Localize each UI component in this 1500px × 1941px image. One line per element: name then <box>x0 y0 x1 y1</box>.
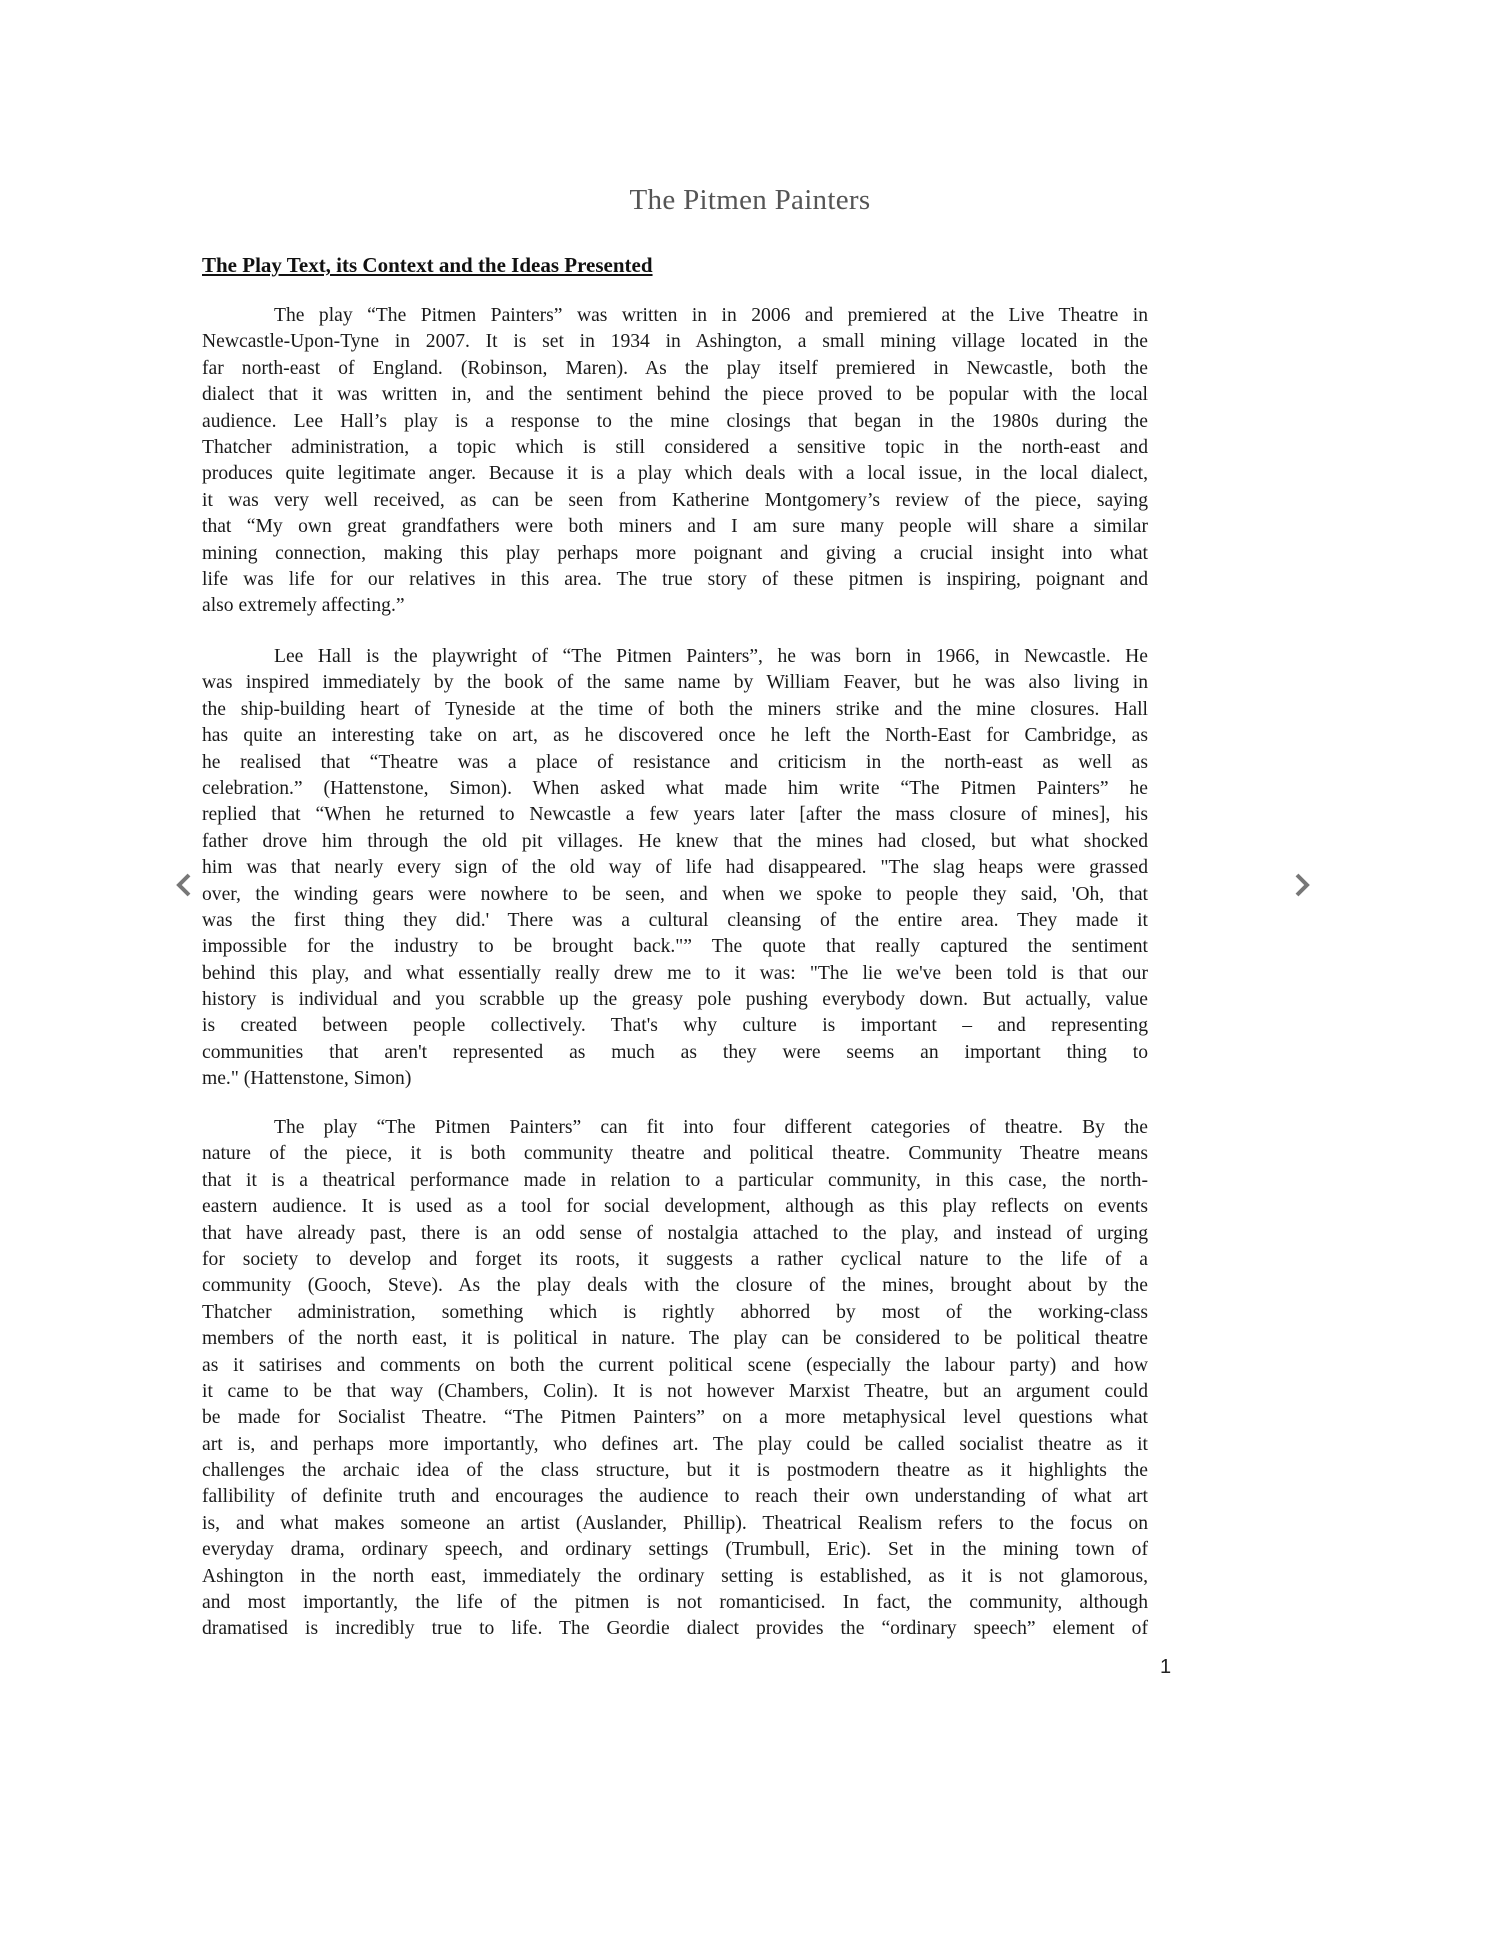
text-line: Thatcher administration, something which is rightly abhorred by most of the working-class <box>202 1301 1148 1323</box>
paragraph-3 <box>202 1115 1148 1643</box>
text-line: behind this play, and what essentially really drew me to it was: "The lie we've been told is that our <box>202 962 1148 984</box>
page-number: 1 <box>1160 1656 1172 1678</box>
text-line: everyday drama, ordinary speech, and ordinary settings (Trumbull, Eric). Set in the mining town of <box>202 1539 1148 1561</box>
text-line: me." (Hattenstone, Simon) <box>202 1068 412 1090</box>
text-line: that “My own great grandfathers were both miners and I am sure many people will share a similar <box>202 516 1148 538</box>
text-line: over, the winding gears were nowhere to be seen, and when we spoke to people they said, 'Oh, that <box>202 883 1148 905</box>
paragraph-1 <box>202 303 1148 620</box>
text-line: dramatised is incredibly true to life. The Geordie dialect provides the “ordinary speech” element of <box>202 1618 1148 1640</box>
text-line: Ashington in the north east, immediately the ordinary setting is established, as it is not glamorous, <box>202 1565 1148 1587</box>
text-line: mining connection, making this play perhaps more poignant and giving a crucial insight into what <box>202 542 1148 564</box>
text-line: dialect that it was written in, and the sentiment behind the piece proved to be popular with the local <box>202 384 1148 406</box>
text-line: replied that “When he returned to Newcastle a few years later [after the mass closure of mines], his <box>202 804 1148 826</box>
text-line: it came to be that way (Chambers, Colin). It is not however Marxist Theatre, but an argument could <box>202 1380 1148 1402</box>
text-line: has quite an interesting take on art, as he discovered once he left the North-East for Cambridge, as <box>202 725 1148 747</box>
previous-page-button[interactable] <box>172 870 196 900</box>
text-line: celebration.” (Hattenstone, Simon). When asked what made him write “The Pitmen Painters” he <box>202 777 1148 799</box>
text-line: members of the north east, it is political in nature. The play can be considered to be political theatre <box>202 1328 1148 1350</box>
text-line: he realised that “Theatre was a place of resistance and criticism in the north-east as well as <box>202 751 1148 773</box>
text-line: impossible for the industry to be brought back."” The quote that really captured the sentiment <box>202 936 1148 958</box>
text-line: The play “The Pitmen Painters” was written in in 2006 and premiered at the Live Theatre in <box>274 305 1148 326</box>
text-line: art is, and perhaps more importantly, who defines art. The play could be called socialist theatre as it <box>202 1433 1148 1455</box>
text-line: history is individual and you scrabble up the greasy pole pushing everybody down. But actually, value <box>202 989 1148 1011</box>
text-line: that it is a theatrical performance made in relation to a particular community, in this case, the north- <box>202 1169 1148 1191</box>
text-line: that have already past, there is an odd sense of nostalgia attached to the play, and instead of urging <box>202 1222 1148 1244</box>
text-line: and most importantly, the life of the pitmen is not romanticised. In fact, the community, although <box>202 1592 1148 1614</box>
section-heading: The Play Text, its Context and the Ideas Presented <box>202 253 653 277</box>
text-line: community (Gooch, Steve). As the play deals with the closure of the mines, brought about by the <box>202 1275 1148 1297</box>
text-line: life was life for our relatives in this area. The true story of these pitmen is inspiring, poignant and <box>202 568 1148 590</box>
text-line: Thatcher administration, a topic which is still considered a sensitive topic in the north-east and <box>202 436 1148 458</box>
text-line: was the first thing they did.' There was a cultural cleansing of the entire area. They made it <box>202 909 1148 931</box>
text-line: far north-east of England. (Robinson, Maren). As the play itself premiered in Newcastle, both the <box>202 357 1148 379</box>
text-line: fallibility of definite truth and encourages the audience to reach their own understanding of what art <box>202 1486 1148 1508</box>
paragraph-2 <box>202 644 1148 1093</box>
text-line: nature of the piece, it is both community theatre and political theatre. Community Theatre means <box>202 1143 1148 1165</box>
text-line: is, and what makes someone an artist (Auslander, Phillip). Theatrical Realism refers to the focus on <box>202 1512 1148 1534</box>
text-line: Newcastle-Upon-Tyne in 2007. It is set in 1934 in Ashington, a small mining village located in the <box>202 331 1148 353</box>
text-line: him was that nearly every sign of the old way of life had disappeared. "The slag heaps were grassed <box>202 857 1148 879</box>
text-line: was inspired immediately by the book of the same name by William Feaver, but he was also living in <box>202 672 1148 694</box>
text-line: as it satirises and comments on both the current political scene (especially the labour party) and how <box>202 1354 1148 1376</box>
text-line: the ship-building heart of Tyneside at the time of both the miners strike and the mine closures. Hall <box>202 698 1148 720</box>
text-line: eastern audience. It is used as a tool for social development, although as this play reflects on events <box>202 1196 1148 1218</box>
text-line: it was very well received, as can be seen from Katherine Montgomery’s review of the piece, saying <box>202 489 1148 511</box>
text-line: father drove him through the old pit villages. He knew that the mines had closed, but what shocked <box>202 830 1148 852</box>
chevron-right-icon <box>1290 870 1314 900</box>
chevron-left-icon <box>172 870 196 900</box>
text-line: for society to develop and forget its roots, it suggests a rather cyclical nature to the life of a <box>202 1248 1148 1270</box>
text-line: is created between people collectively. That's why culture is important – and representing <box>202 1015 1148 1037</box>
text-line: The play “The Pitmen Painters” can fit into four different categories of theatre. By the <box>274 1117 1148 1138</box>
text-line: communities that aren't represented as much as they were seems an important thing to <box>202 1041 1148 1063</box>
text-line: also extremely affecting.” <box>202 595 405 617</box>
text-line: be made for Socialist Theatre. “The Pitmen Painters” on a more metaphysical level questions what <box>202 1407 1148 1429</box>
next-page-button[interactable] <box>1290 870 1314 900</box>
text-line: Lee Hall is the playwright of “The Pitmen Painters”, he was born in 1966, in Newcastle. He <box>274 646 1148 667</box>
text-line: produces quite legitimate anger. Because it is a play which deals with a local issue, in the local dialect, <box>202 463 1148 485</box>
text-line: audience. Lee Hall’s play is a response to the mine closings that began in the 1980s during the <box>202 410 1148 432</box>
document-title: The Pitmen Painters <box>629 184 871 216</box>
text-line: challenges the archaic idea of the class structure, but it is postmodern theatre as it highlights the <box>202 1460 1148 1482</box>
